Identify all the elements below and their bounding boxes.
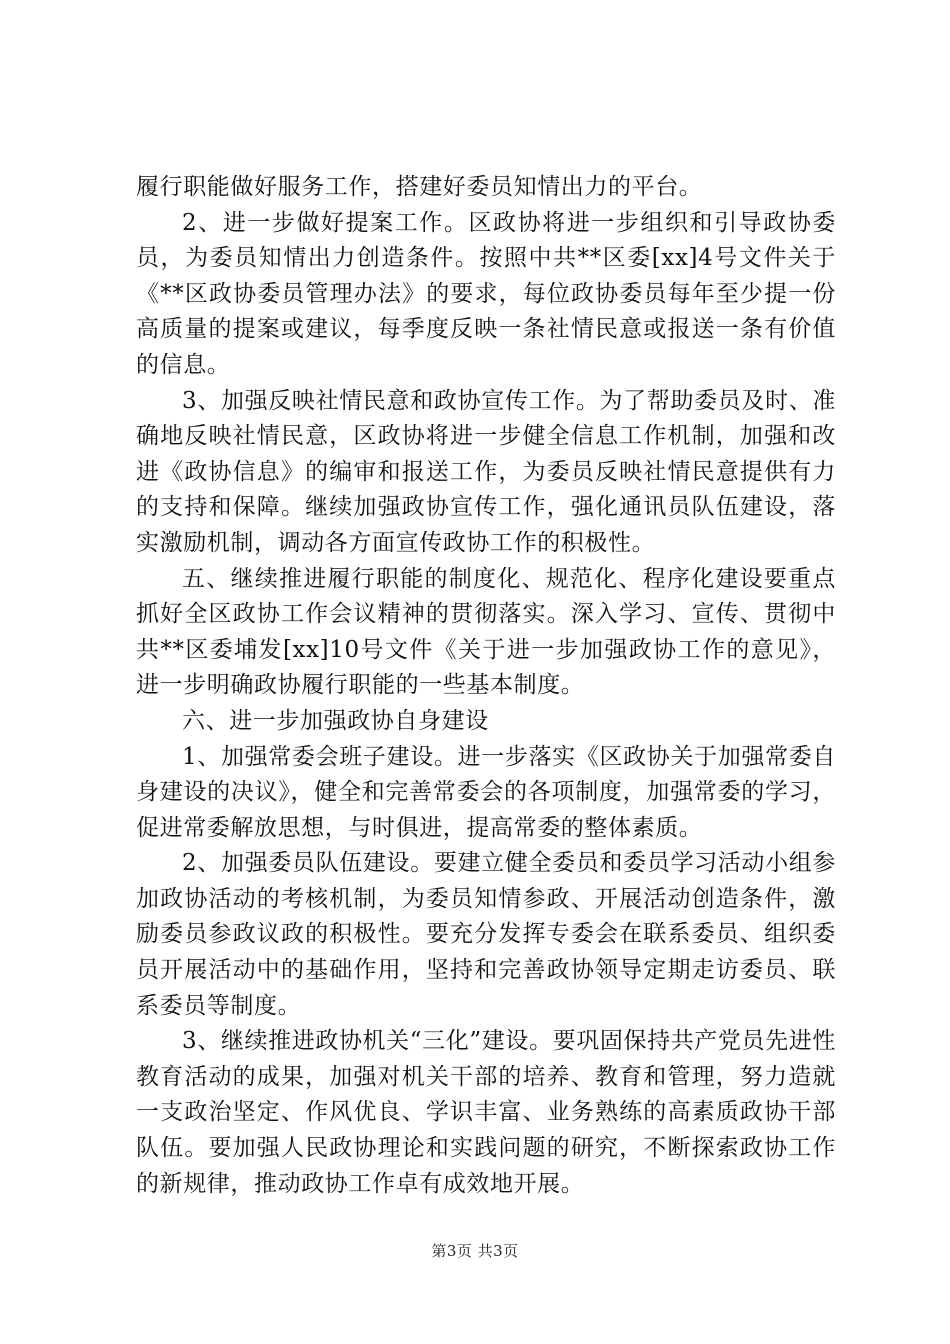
document-body <box>136 170 836 1202</box>
paragraph-member-team: 2、加强委员队伍建设。要建立健全委员和委员学习活动小组参加政协活动的考核机制，为委员知情参政、开展活动创造条件，激励委员参政议政的积极性。要充分发挥专委会在联系委员、组织委员开展活动中的基础作用，坚持和完善政协领导定期走访委员、联系委员等制度。 <box>136 850 836 1019</box>
paragraph-continuation: 履行职能做好服务工作，搭建好委员知情出力的平台。 <box>136 174 703 200</box>
paragraph-standing-committee: 1、加强常委会班子建设。进一步落实《区政协关于加强常委自身建设的决议》，健全和完善常委会的各项制度，加强常委的学习，促进常委解放思想，与时俱进，提高常委的整体素质。 <box>136 743 836 841</box>
paragraph-organ-building: 3、继续推进政协机关“三化”建设。要巩固保持共产党员先进性教育活动的成果，加强对机关干部的培养、教育和管理，努力造就一支政治坚定、作风优良、学识丰富、业务熟练的高素质政协干部队伍。要加强人民政协理论和实践问题的研究，不断探索政协工作的新规律，推动政协工作卓有成效地开展。 <box>136 1028 836 1197</box>
section-heading-self-building: 六、进一步加强政协自身建设 <box>182 707 489 734</box>
paragraph-public-opinion-work: 3、加强反映社情民意和政协宣传工作。为了帮助委员及时、准确地反映社情民意，区政协将进一步健全信息工作机制，加强和改进《政协信息》的编审和报送工作，为委员反映社情民意提供有力的支持和保障。继续加强政协宣传工作，强化通讯员队伍建设，落实激励机制，调动各方面宣传政协工作的积极性。 <box>136 387 836 556</box>
page-number-footer: 第3页 共3页 <box>431 1242 519 1260</box>
paragraph-institutionalization: 五、继续推进履行职能的制度化、规范化、程序化建设要重点抓好全区政协工作会议精神的贯彻落实。深入学习、宣传、贯彻中共**区委埔发[xx]10号文件《关于进一步加强政协工作的意见》，进一步明确政协履行职能的一些基本制度。 <box>136 565 836 699</box>
paragraph-proposal-work: 2、进一步做好提案工作。区政协将进一步组织和引导政协委员，为委员知情出力创造条件。按照中共**区委[xx]4号文件关于《**区政协委员管理办法》的要求，每位政协委员每年至少提一份高质量的提案或建议，每季度反映一条社情民意或报送一条有价值的信息。 <box>136 209 836 378</box>
